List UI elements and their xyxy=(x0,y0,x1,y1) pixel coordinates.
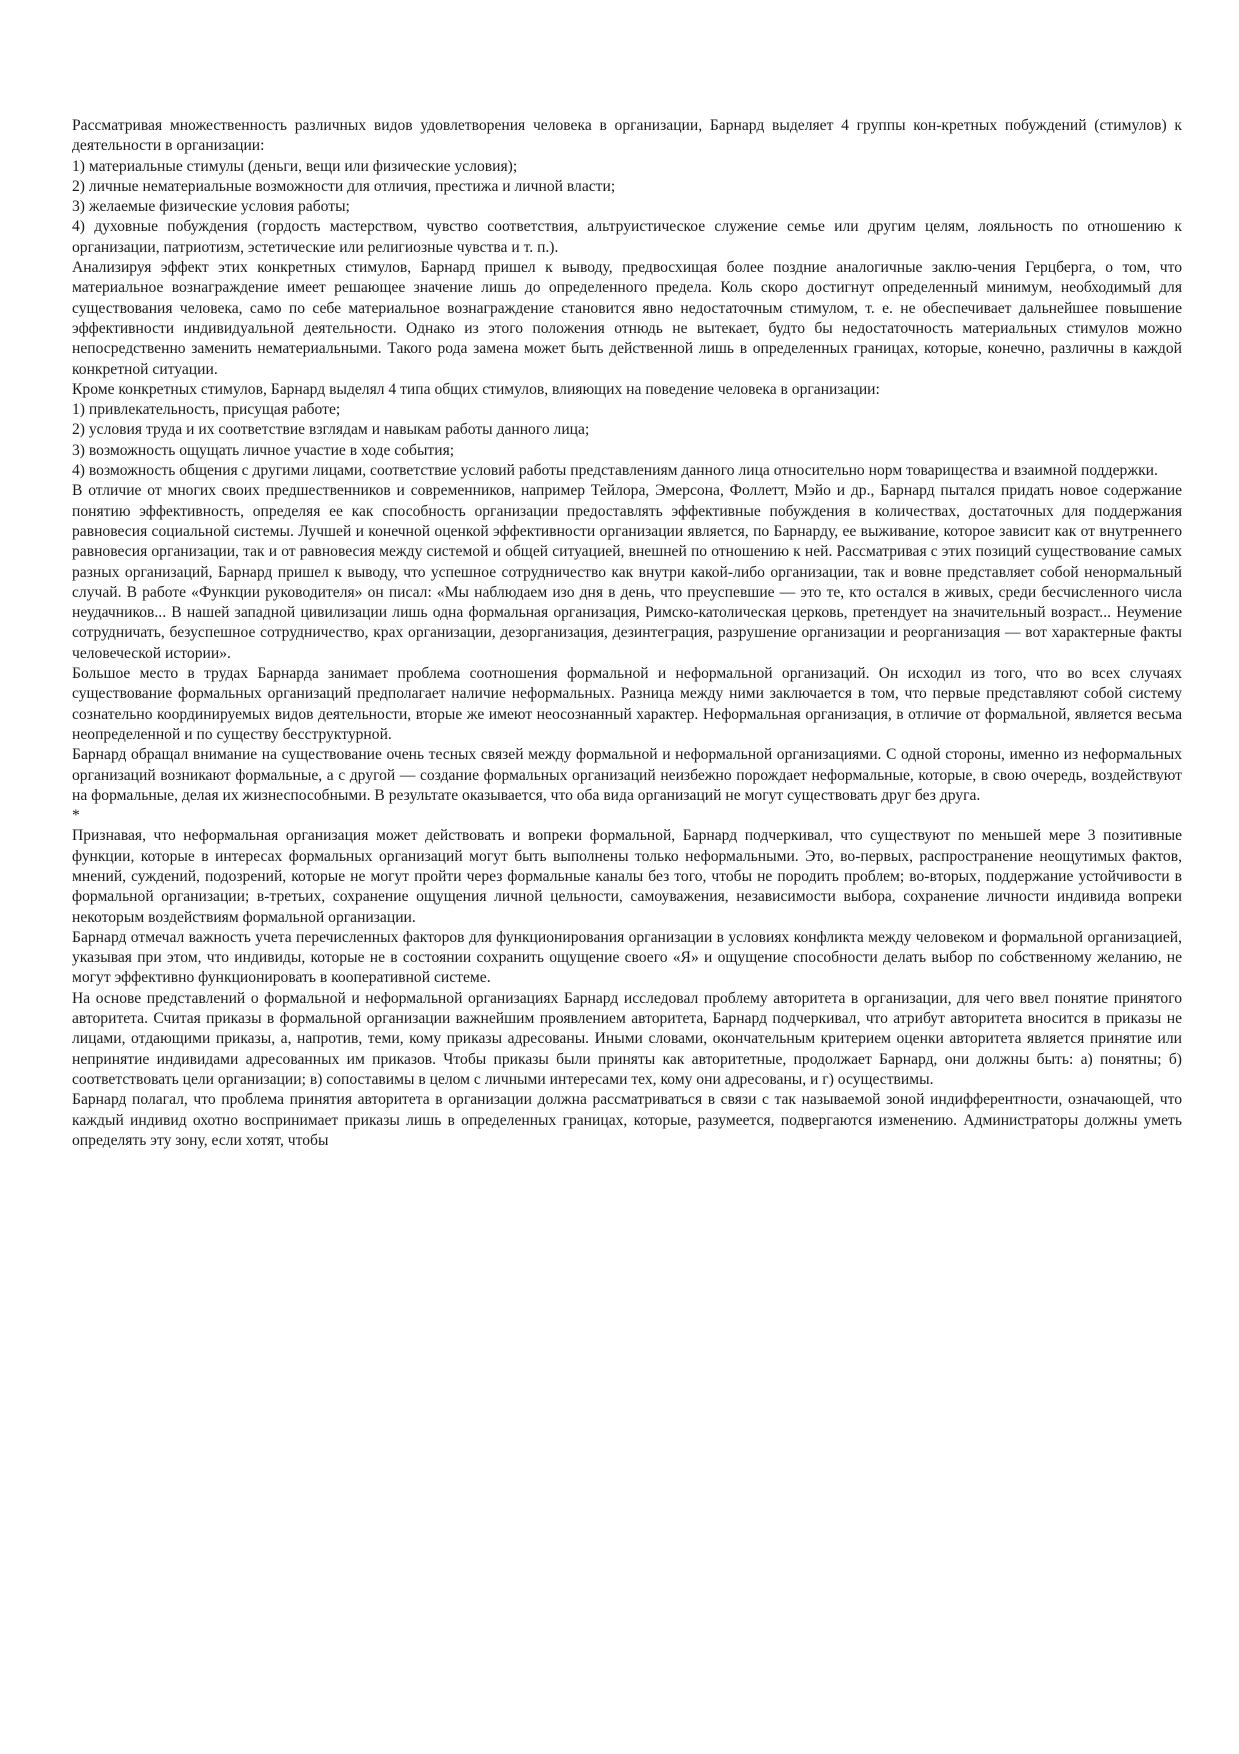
list-item-communication: 4) возможность общения с другими лицами, соответствие условий работы представлениям данного лица относительно норм товарищества и взаимной поддержки. xyxy=(72,462,1158,480)
list-item-work-conditions: 2) условия труда и их соответствие взглядам и навыкам работы данного лица; xyxy=(72,421,590,439)
list-item-spiritual-motives: 4) духовные побуждения (гордость мастерством, чувство соответствия, альтруистическое служение семье или другим целям, лояльность по отношению к организации, патриотизм, эстетические или религиозные чувства и т. п.). xyxy=(72,218,1182,256)
list-item-attractiveness: 1) привлекательность, присущая работе; xyxy=(72,401,341,419)
section-separator: * xyxy=(72,807,80,825)
paragraph-authority: На основе представлений о формальной и неформальной организациях Барнард исследовал проблему авторитета в организации, для чего ввел понятие принятого авторитета. Считая приказы в формальной организации важнейшим проявлением авторитета, Барнард подчеркивал, что атрибут авторитета вносится в приказы не лицами, отдающими приказы, а, напротив, теми, кому приказы адресованы. Иными словами, окончательным критерием оценки авторитета является принятие или непринятие индивидами адресованных им приказов. Чтобы приказы были приняты как авторитетные, продолжает Барнард, они должны быть: а) понятны; б) соответствовать цели организации; в) сопоставимы в целом с личными интересами тех, кому они адресованы, и г) осуществимы. xyxy=(72,989,1182,1088)
list-item-nonmaterial-opportunities: 2) личные нематериальные возможности для отличия, престижа и личной власти; xyxy=(72,177,616,195)
paragraph-efficiency: В отличие от многих своих предшественников и современников, например Тейлора, Эмерсона, Фоллетт, Мэйо и др., Барнард пытался придать новое содержание понятию эффективность, определяя ее как способность организации предоставлять эффективные побуждения в количествах, достаточных для поддержания равновесия социальной системы. Лучшей и конечной оценкой эффективности организации является, по Барнарду, ее выживание, которое зависит как от внутреннего равновесия организации, так и от равновесия между системой и общей ситуацией, внешней по отношению к ней. Рассматривая с этих позиций существование самых разных организаций, Барнард пришел к выводу, что успешное сотрудничество как внутри какой-либо организации, так и вовне представляет собой ненормальный случай. В работе «Функции руководителя» он писал: «Мы наблюдаем изо дня в день, что преуспевшие — это те, кто остался в живых, среди бесчисленного числа неудачников... В нашей западной цивилизации лишь одна формальная организация, Римско-католическая церковь, претендует на значительный возраст... Неумение сотрудничать, безуспешное сотрудничество, крах организации, дезорганизация, дезинтеграция, разрушение организации и реорганизация — вот характерные факты человеческой истории». xyxy=(72,482,1182,662)
paragraph-general-incentives: Кроме конкретных стимулов, Барнард выделял 4 типа общих стимулов, влияющих на поведение человека в организации: xyxy=(72,380,880,398)
document-page xyxy=(72,116,1182,1151)
paragraph-close-links: Барнард обращал внимание на существование очень тесных связей между формальной и неформальной организациями. С одной стороны, именно из неформальных организаций возникают формальные, а с другой — создание формальных организаций неизбежно порождает неформальные, которые, в свою очередь, воздействуют на формальные, делая их жизнеспособными. В результате оказывается, что оба вида организаций не могут существовать друг без друга. xyxy=(72,746,1182,804)
list-item-material-incentives: 1) материальные стимулы (деньги, вещи или физические условия); xyxy=(72,157,518,175)
list-item-physical-conditions: 3) желаемые физические условия работы; xyxy=(72,198,350,216)
paragraph-formal-informal: Большое место в трудах Барнарда занимает проблема соотношения формальной и неформальной организаций. Он исходил из того, что во всех случаях существование формальных организаций предполагает наличие неформальных. Разница между ними заключается в том, что первые представляют собой систему сознательно координируемых видов деятельности, вторые же имеют неосознанный характер. Неформальная организация, в отличие от формальной, является весьма неопределенной и по существу бесструктурной. xyxy=(72,665,1182,743)
paragraph-positive-functions: Признавая, что неформальная организация может действовать и вопреки формальной, Барнард подчеркивал, что существуют по меньшей мере 3 позитивные функции, которые в интересах формальных организаций могут быть выполнены только неформальными. Это, во-первых, распространение неощутимых фактов, мнений, суждений, подозрений, которые не могут пройти через формальные каналы без того, чтобы не породить проблем; во-вторых, поддержание устойчивости в формальной организации; в-третьих, сохранение ощущения личной цельности, самоуважения, независимости выбора, сохранение личности индивида вопреки некоторым воздействиям формальной организации. xyxy=(72,827,1182,926)
paragraph-herzberg-analysis: Анализируя эффект этих конкретных стимулов, Барнард пришел к выводу, предвосхищая более поздние аналогичные заклю-чения Герцберга, о том, что материальное вознаграждение имеет решающее значение лишь до определенного предела. Коль скоро достигнут определенный минимум, необходимый для существования человека, само по себе материальное вознаграждение становится явно недостаточным стимулом, т. е. не обеспечивает дальнейшее повышение эффективности индивидуальной деятельности. Однако из этого положения отнюдь не вытекает, будто бы недостаточность материальных стимулов можно непосредственно заменить нематериальными. Такого рода замена может быть действенной лишь в определенных границах, которые, конечно, различны в каждой конкретной ситуации. xyxy=(72,259,1182,378)
paragraph-incentive-groups: Рассматривая множественность различных видов удовлетворения человека в организации, Барнард выделяет 4 группы кон-кретных побуждений (стимулов) к деятельности в организации: xyxy=(72,117,1182,155)
paragraph-conflict-factors: Барнард отмечал важность учета перечисленных факторов для функционирования организации в условиях конфликта между человеком и формальной организацией, указывая при этом, что индивиды, которые не в состоянии сохранить ощущение своего «Я» и ощущение способности делать выбор по собственному желанию, не могут эффективно функционировать в кооперативной системе. xyxy=(72,928,1182,987)
list-item-personal-participation: 3) возможность ощущать личное участие в ходе события; xyxy=(72,441,455,459)
paragraph-indifference-zone: Барнард полагал, что проблема принятия авторитета в организации должна рассматриваться в связи с так называемой зоной индифферентности, означающей, что каждый индивид охотно воспринимает приказы лишь в определенных границах, которые, разумеется, подвергаются изменению. Администраторы должны уметь определять эту зону, если хотят, чтобы xyxy=(72,1091,1182,1149)
